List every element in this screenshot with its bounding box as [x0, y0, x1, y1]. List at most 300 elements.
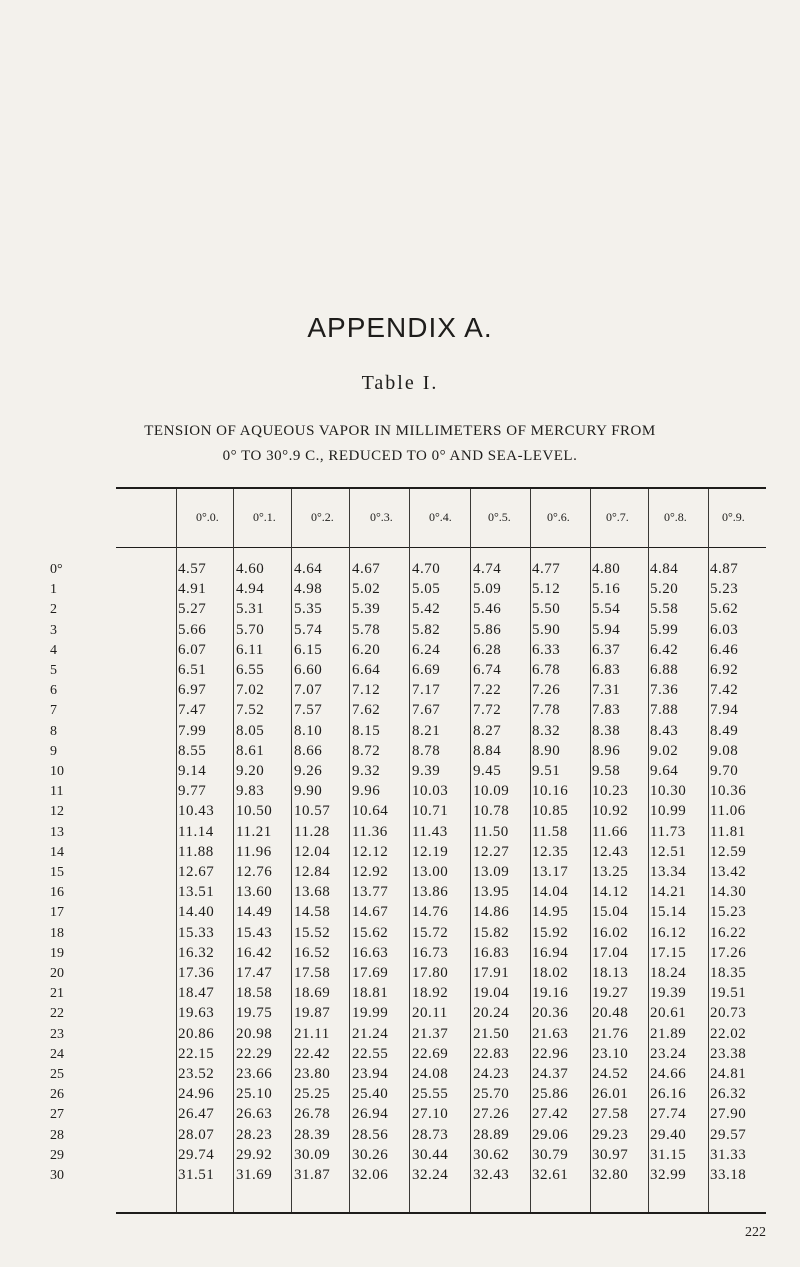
row-label: 24	[50, 1046, 64, 1062]
table-cell: 30.09	[294, 1146, 331, 1163]
row-label: 30	[50, 1168, 64, 1183]
table-cell: 10.57	[294, 803, 331, 820]
table-cell: 16.63	[352, 944, 389, 961]
column-divider	[176, 489, 177, 1212]
table-cell: 5.86	[473, 621, 502, 638]
table-cell: 30.44	[412, 1146, 449, 1163]
table-cell: 5.94	[592, 621, 621, 638]
table-cell: 9.14	[178, 763, 207, 779]
table-cell: 27.42	[532, 1106, 569, 1123]
table-cell: 25.55	[412, 1086, 449, 1103]
table-cell: 31.33	[710, 1146, 747, 1163]
table-cell: 8.66	[294, 742, 323, 759]
header-bottom-rule	[116, 547, 766, 548]
table-cell: 18.69	[294, 985, 331, 1002]
table-cell: 9.26	[294, 763, 323, 779]
table-cell: 21.37	[412, 1025, 449, 1042]
table-cell: 8.15	[352, 722, 381, 739]
table-cell: 12.04	[294, 843, 331, 860]
table-cell: 11.96	[236, 843, 272, 860]
table-cell: 20.24	[473, 1005, 510, 1022]
table-cell: 26.01	[592, 1086, 629, 1103]
table-cell: 31.51	[178, 1167, 215, 1183]
table-cell: 17.15	[650, 944, 687, 961]
table-cell: 10.23	[592, 783, 629, 800]
table-cell: 23.80	[294, 1066, 331, 1082]
column-divider	[409, 489, 410, 1212]
row-label: 5	[50, 663, 57, 678]
table-cell: 18.47	[178, 985, 215, 1002]
table-cell: 32.24	[412, 1167, 449, 1183]
table-cell: 20.98	[236, 1025, 273, 1042]
table-cell: 19.87	[294, 1005, 331, 1022]
table-cell: 28.39	[294, 1126, 331, 1143]
table-cell: 30.79	[532, 1146, 569, 1163]
table-cell: 26.63	[236, 1106, 273, 1123]
table-cell: 4.74	[473, 561, 502, 577]
table-cell: 11.14	[178, 823, 214, 840]
row-label: 13	[50, 824, 64, 840]
table-cell: 5.78	[352, 621, 381, 638]
table-bottom-rule	[116, 1212, 766, 1214]
table-cell: 12.51	[650, 843, 687, 860]
table-cell: 6.28	[473, 641, 502, 658]
table-cell: 9.32	[352, 763, 381, 779]
table-cell: 7.52	[236, 702, 265, 719]
table-cell: 5.27	[178, 601, 207, 618]
table-cell: 6.60	[294, 662, 323, 678]
table-cell: 18.24	[650, 965, 687, 981]
table-cell: 28.73	[412, 1126, 449, 1143]
table-cell: 6.03	[710, 621, 739, 638]
table-cell: 12.59	[710, 843, 747, 860]
table-cell: 11.43	[412, 823, 448, 840]
table-cell: 22.83	[473, 1045, 510, 1062]
table-title: Table I.	[361, 372, 439, 394]
table-cell: 20.11	[412, 1005, 448, 1022]
table-heading-line-1: TENSION OF AQUEOUS VAPOR IN MILLIMETERS OF MERCURY FROM	[144, 423, 656, 439]
table-cell: 19.39	[650, 985, 687, 1002]
table-cell: 22.96	[532, 1045, 569, 1062]
table-cell: 4.80	[592, 561, 621, 577]
table-cell: 33.18	[710, 1167, 747, 1183]
table-cell: 5.42	[412, 601, 441, 618]
row-label: 14	[50, 844, 64, 860]
table-cell: 18.92	[412, 985, 449, 1002]
row-label: 8	[50, 723, 57, 739]
table-cell: 6.15	[294, 641, 323, 658]
table-cell: 10.71	[412, 803, 449, 820]
table-cell: 9.58	[592, 763, 621, 779]
row-label: 29	[50, 1147, 64, 1163]
table-cell: 24.52	[592, 1066, 629, 1082]
table-cell: 7.42	[710, 682, 739, 699]
table-cell: 27.26	[473, 1106, 510, 1123]
row-label: 2	[50, 602, 57, 618]
table-cell: 9.45	[473, 763, 502, 779]
table-cell: 5.23	[710, 581, 739, 598]
table-cell: 24.66	[650, 1066, 687, 1082]
table-cell: 32.06	[352, 1167, 389, 1183]
table-cell: 11.88	[178, 843, 214, 860]
table-cell: 15.14	[650, 904, 687, 921]
table-cell: 14.12	[592, 884, 629, 901]
table-cell: 32.80	[592, 1167, 629, 1183]
table-cell: 14.30	[710, 884, 747, 901]
table-cell: 13.00	[412, 864, 449, 880]
table-cell: 5.58	[650, 601, 679, 618]
table-cell: 21.89	[650, 1025, 687, 1042]
table-cell: 8.49	[710, 722, 739, 739]
table-cell: 8.84	[473, 742, 502, 759]
table-cell: 17.69	[352, 965, 389, 981]
table-cell: 17.80	[412, 965, 449, 981]
table-cell: 12.27	[473, 843, 510, 860]
table-cell: 23.66	[236, 1066, 273, 1082]
table-cell: 19.16	[532, 985, 569, 1002]
table-cell: 21.50	[473, 1025, 510, 1042]
table-cell: 23.38	[710, 1045, 747, 1062]
table-cell: 7.31	[592, 682, 621, 699]
table-cell: 9.51	[532, 763, 561, 779]
row-label: 6	[50, 683, 57, 699]
table-cell: 26.47	[178, 1106, 215, 1123]
table-cell: 21.63	[532, 1025, 569, 1042]
table-cell: 5.90	[532, 621, 561, 638]
table-cell: 16.42	[236, 944, 273, 961]
table-cell: 22.69	[412, 1045, 449, 1062]
table-cell: 14.49	[236, 904, 273, 921]
table-cell: 32.43	[473, 1167, 510, 1183]
column-header: 0°.8.	[664, 510, 687, 524]
table-cell: 27.90	[710, 1106, 747, 1123]
table-cell: 22.02	[710, 1025, 747, 1042]
table-cell: 7.02	[236, 682, 265, 699]
table-cell: 7.26	[532, 682, 561, 699]
table-cell: 30.97	[592, 1146, 629, 1163]
table-cell: 8.55	[178, 742, 207, 759]
table-cell: 19.27	[592, 985, 629, 1002]
table-cell: 8.27	[473, 722, 502, 739]
table-cell: 14.21	[650, 884, 687, 901]
table-cell: 20.36	[532, 1005, 569, 1022]
table-cell: 13.77	[352, 884, 389, 901]
table-cell: 5.02	[352, 581, 381, 598]
table-cell: 28.56	[352, 1126, 389, 1143]
table-cell: 25.25	[294, 1086, 331, 1103]
column-header: 0°.5.	[488, 510, 511, 524]
table-cell: 7.83	[592, 702, 621, 719]
table-cell: 14.40	[178, 904, 215, 921]
table-cell: 29.92	[236, 1146, 273, 1163]
row-label: 11	[50, 784, 64, 800]
table-cell: 6.92	[710, 662, 739, 678]
table-cell: 5.16	[592, 581, 621, 598]
table-cell: 14.86	[473, 904, 510, 921]
table-cell: 28.07	[178, 1126, 215, 1143]
table-cell: 26.78	[294, 1106, 331, 1123]
table-cell: 16.73	[412, 944, 449, 961]
table-cell: 24.23	[473, 1066, 510, 1082]
table-cell: 5.50	[532, 601, 561, 618]
table-cell: 10.09	[473, 783, 510, 800]
table-cell: 10.16	[532, 783, 569, 800]
table-cell: 32.99	[650, 1167, 687, 1183]
table-cell: 30.26	[352, 1146, 389, 1163]
table-cell: 7.17	[412, 682, 441, 699]
table-cell: 15.43	[236, 924, 273, 941]
table-cell: 15.72	[412, 924, 449, 941]
table-cell: 25.70	[473, 1086, 510, 1103]
column-divider	[233, 489, 234, 1212]
table-cell: 7.57	[294, 702, 323, 719]
table-cell: 6.69	[412, 662, 441, 678]
table-cell: 9.90	[294, 783, 323, 800]
table-cell: 7.94	[710, 702, 739, 719]
table-cell: 11.06	[710, 803, 746, 820]
row-label: 22	[50, 1006, 64, 1022]
table-cell: 7.12	[352, 682, 381, 699]
table-cell: 7.78	[532, 702, 561, 719]
table-cell: 4.98	[294, 581, 323, 598]
table-cell: 10.30	[650, 783, 687, 800]
column-header: 0°.3.	[370, 510, 393, 524]
table-cell: 11.81	[710, 823, 746, 840]
table-cell: 29.57	[710, 1126, 747, 1143]
table-cell: 10.85	[532, 803, 569, 820]
table-cell: 5.09	[473, 581, 502, 598]
table-cell: 19.75	[236, 1005, 273, 1022]
table-cell: 5.99	[650, 621, 679, 638]
table-cell: 11.58	[532, 823, 568, 840]
row-label: 23	[50, 1026, 64, 1042]
table-cell: 24.96	[178, 1086, 215, 1103]
column-header: 0°.0.	[196, 510, 219, 524]
table-cell: 20.86	[178, 1025, 215, 1042]
table-cell: 8.32	[532, 722, 561, 739]
table-cell: 4.84	[650, 561, 679, 577]
table-cell: 6.46	[710, 641, 739, 658]
table-cell: 17.36	[178, 965, 215, 981]
table-cell: 5.70	[236, 621, 265, 638]
table-cell: 17.58	[294, 965, 331, 981]
table-cell: 19.99	[352, 1005, 389, 1022]
table-cell: 18.35	[710, 965, 747, 981]
table-cell: 24.81	[710, 1066, 747, 1082]
table-cell: 7.72	[473, 702, 502, 719]
column-header: 0°.9.	[722, 510, 745, 524]
table-cell: 9.70	[710, 763, 739, 779]
table-cell: 7.67	[412, 702, 441, 719]
row-label: 1	[50, 582, 57, 598]
table-cell: 6.07	[178, 641, 207, 658]
table-cell: 16.32	[178, 944, 215, 961]
table-cell: 18.58	[236, 985, 273, 1002]
table-cell: 8.38	[592, 722, 621, 739]
table-cell: 16.52	[294, 944, 331, 961]
table-cell: 17.26	[710, 944, 747, 961]
table-cell: 11.50	[473, 823, 509, 840]
table-cell: 5.74	[294, 621, 323, 638]
table-cell: 13.68	[294, 884, 331, 901]
table-cell: 30.62	[473, 1146, 510, 1163]
table-cell: 25.40	[352, 1086, 389, 1103]
table-cell: 14.58	[294, 904, 331, 921]
table-cell: 21.76	[592, 1025, 629, 1042]
table-cell: 12.84	[294, 864, 331, 880]
table-cell: 17.91	[473, 965, 510, 981]
table-cell: 18.81	[352, 985, 389, 1002]
table-cell: 8.78	[412, 742, 441, 759]
row-label: 20	[50, 966, 64, 981]
table-cell: 15.33	[178, 924, 215, 941]
table-cell: 25.86	[532, 1086, 569, 1103]
table-cell: 4.91	[178, 581, 207, 598]
table-cell: 8.61	[236, 742, 265, 759]
table-cell: 26.16	[650, 1086, 687, 1103]
table-cell: 26.32	[710, 1086, 747, 1103]
table-cell: 12.12	[352, 843, 389, 860]
row-label: 16	[50, 885, 64, 901]
table-cell: 8.10	[294, 722, 323, 739]
table-cell: 20.48	[592, 1005, 629, 1022]
row-label: 4	[50, 642, 57, 658]
table-cell: 10.50	[236, 803, 273, 820]
table-cell: 14.76	[412, 904, 449, 921]
table-cell: 16.02	[592, 924, 629, 941]
table-cell: 28.23	[236, 1126, 273, 1143]
column-header: 0°.2.	[311, 510, 334, 524]
table-cell: 8.72	[352, 742, 381, 759]
column-divider	[291, 489, 292, 1212]
table-cell: 6.33	[532, 641, 561, 658]
row-label: 9	[50, 743, 57, 759]
table-cell: 5.66	[178, 621, 207, 638]
table-cell: 9.83	[236, 783, 265, 800]
table-cell: 4.57	[178, 561, 207, 577]
table-cell: 15.23	[710, 904, 747, 921]
row-label: 18	[50, 925, 64, 941]
table-cell: 16.83	[473, 944, 510, 961]
row-label: 10	[50, 764, 64, 779]
column-divider	[349, 489, 350, 1212]
table-cell: 5.05	[412, 581, 441, 598]
table-cell: 22.15	[178, 1045, 215, 1062]
table-cell: 13.34	[650, 864, 687, 880]
table-cell: 7.07	[294, 682, 323, 699]
table-cell: 12.35	[532, 843, 569, 860]
table-cell: 4.94	[236, 581, 265, 598]
table-cell: 10.64	[352, 803, 389, 820]
table-cell: 14.95	[532, 904, 569, 921]
row-label: 12	[50, 804, 64, 820]
row-label: 3	[50, 622, 57, 638]
row-label: 7	[50, 703, 57, 719]
table-cell: 7.36	[650, 682, 679, 699]
table-cell: 14.04	[532, 884, 569, 901]
table-cell: 6.55	[236, 662, 265, 678]
table-cell: 5.35	[294, 601, 323, 618]
table-cell: 17.47	[236, 965, 273, 981]
table-cell: 7.62	[352, 702, 381, 719]
table-cell: 24.08	[412, 1066, 449, 1082]
table-cell: 29.74	[178, 1146, 215, 1163]
table-cell: 14.67	[352, 904, 389, 921]
appendix-title: APPENDIX A.	[307, 312, 493, 343]
page-number: 222	[745, 1225, 766, 1240]
table-cell: 19.51	[710, 985, 747, 1002]
table-cell: 18.02	[532, 965, 569, 981]
table-cell: 10.36	[710, 783, 747, 800]
column-divider	[530, 489, 531, 1212]
table-cell: 10.78	[473, 803, 510, 820]
table-cell: 12.76	[236, 864, 273, 880]
table-cell: 16.94	[532, 944, 569, 961]
table-cell: 15.52	[294, 924, 331, 941]
table-cell: 8.21	[412, 722, 441, 739]
table-cell: 10.99	[650, 803, 687, 820]
table-cell: 10.92	[592, 803, 629, 820]
table-cell: 28.89	[473, 1126, 510, 1143]
table-cell: 5.12	[532, 581, 561, 598]
table-cell: 4.70	[412, 561, 441, 577]
table-cell: 13.86	[412, 884, 449, 901]
table-cell: 6.51	[178, 662, 207, 678]
table-cell: 13.09	[473, 864, 510, 880]
table-cell: 8.43	[650, 722, 679, 739]
column-header: 0°.7.	[606, 510, 629, 524]
table-cell: 6.88	[650, 662, 679, 678]
table-cell: 6.37	[592, 641, 621, 658]
table-cell: 5.62	[710, 601, 739, 618]
table-cell: 25.10	[236, 1086, 273, 1103]
table-cell: 5.31	[236, 601, 265, 618]
table-cell: 21.24	[352, 1025, 389, 1042]
table-cell: 23.24	[650, 1045, 687, 1062]
table-cell: 9.64	[650, 763, 679, 779]
column-header: 0°.6.	[547, 510, 570, 524]
table-cell: 26.94	[352, 1106, 389, 1123]
table-cell: 7.88	[650, 702, 679, 719]
table-cell: 5.39	[352, 601, 381, 618]
column-divider	[590, 489, 591, 1212]
table-cell: 31.15	[650, 1146, 687, 1163]
table-cell: 10.43	[178, 803, 215, 820]
table-cell: 24.37	[532, 1066, 569, 1082]
table-cell: 31.87	[294, 1167, 331, 1183]
table-cell: 5.54	[592, 601, 621, 618]
table-cell: 22.42	[294, 1045, 331, 1062]
table-cell: 9.08	[710, 742, 739, 759]
table-cell: 5.20	[650, 581, 679, 598]
table-cell: 9.39	[412, 763, 441, 779]
table-cell: 13.17	[532, 864, 569, 880]
table-heading-line-2: 0° TO 30°.9 C., REDUCED TO 0° AND SEA-LEVEL.	[222, 448, 578, 464]
table-cell: 11.73	[650, 823, 686, 840]
table-cell: 5.46	[473, 601, 502, 618]
table-cell: 7.47	[178, 702, 207, 719]
table-cell: 31.69	[236, 1167, 273, 1183]
table-cell: 29.06	[532, 1126, 569, 1143]
row-label: 27	[50, 1107, 64, 1123]
table-cell: 29.40	[650, 1126, 687, 1143]
table-cell: 13.60	[236, 884, 273, 901]
table-cell: 11.36	[352, 823, 388, 840]
table-cell: 23.10	[592, 1045, 629, 1062]
table-cell: 13.42	[710, 864, 747, 880]
table-cell: 4.64	[294, 561, 323, 577]
table-cell: 17.04	[592, 944, 629, 961]
